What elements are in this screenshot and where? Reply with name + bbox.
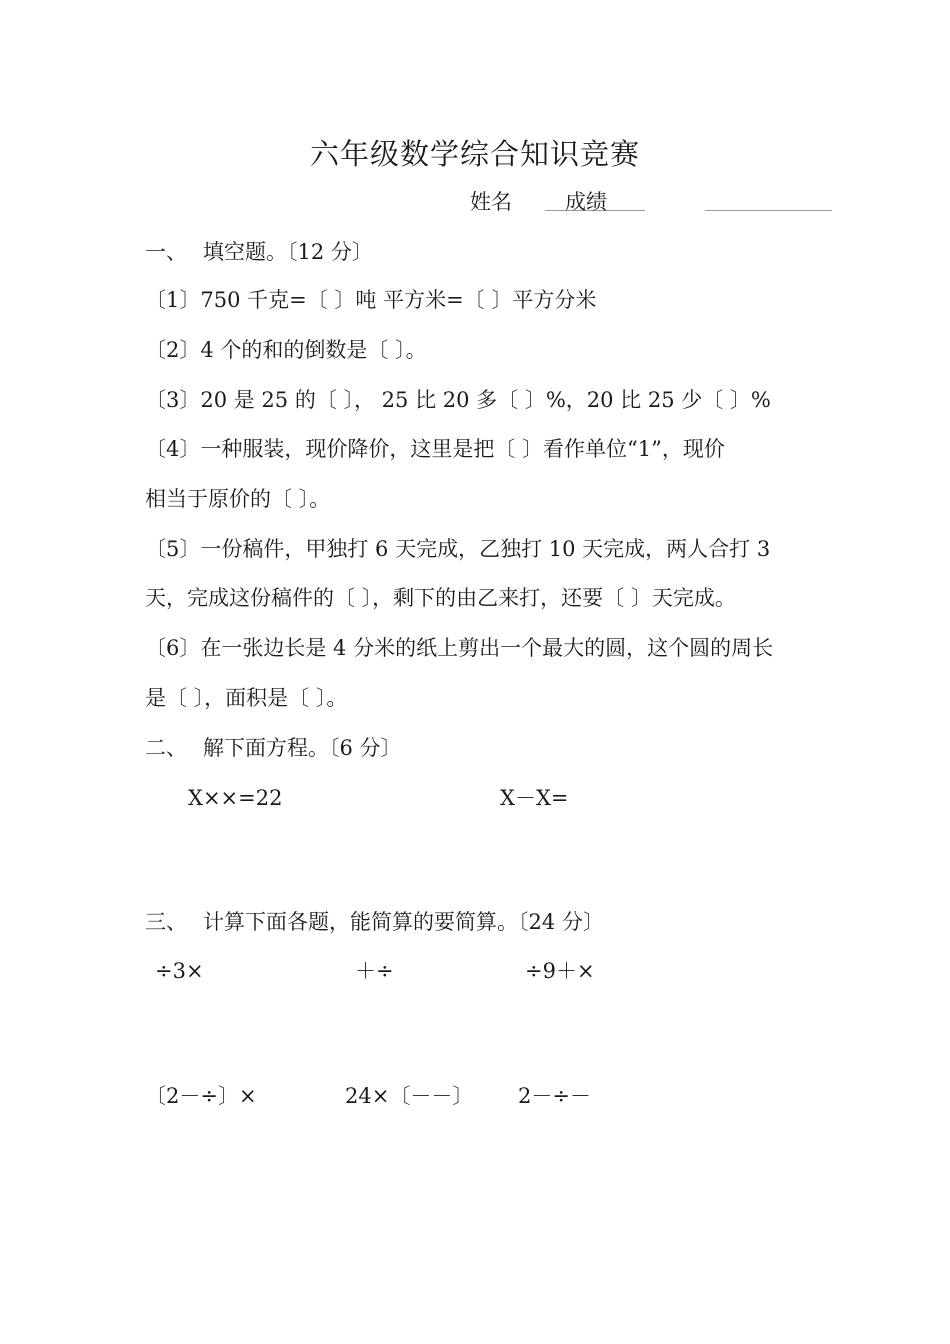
calc-3: ÷9＋×: [525, 959, 595, 983]
section3-number: 三、: [145, 910, 187, 934]
calc-5: 24×〔－－〕: [345, 1084, 474, 1108]
question-2: 〔2〕4 个的和的倒数是〔 〕。: [145, 338, 427, 362]
score-underline: [705, 210, 832, 211]
equation-1: X××=22: [188, 786, 283, 810]
section2-heading: [145, 732, 402, 762]
question-6-line1: 〔6〕在一张边长是 4 分米的纸上剪出一个最大的圆，这个圆的周长: [145, 636, 774, 660]
name-label: 姓名: [470, 190, 512, 214]
question-6-line2: 是〔 〕，面积是〔 〕。: [145, 686, 348, 710]
question-4-line1: 〔4〕一种服装，现价降价，这里是把〔 〕看作单位“1”，现价: [145, 437, 725, 461]
section3-title: 计算下面各题，能简算的要简算。〔24 分〕: [203, 910, 604, 934]
question-5-line1: 〔5〕一份稿件，甲独打 6 天完成，乙独打 10 天完成，两人合打 3: [145, 537, 771, 561]
question-4-line2: 相当于原价的〔 〕。: [145, 487, 331, 511]
section1-number: 一、: [145, 240, 187, 264]
calc-4: 〔2－÷〕×: [145, 1084, 257, 1108]
section1-title: 填空题。〔12 分〕: [203, 240, 373, 264]
score-label: 成绩: [565, 190, 607, 214]
question-5-line2: 天，完成这份稿件的〔 〕，剩下的由乙来打，还要〔 〕天完成。: [145, 586, 736, 610]
equation-2: X－X=: [500, 786, 569, 810]
section3-heading: [145, 906, 604, 936]
section2-number: 二、: [145, 736, 187, 760]
question-3: 〔3〕20 是 25 的〔 〕， 25 比 20 多〔 〕%，20 比 25 少〔 〕%: [145, 388, 771, 412]
calc-2: ＋÷: [355, 959, 394, 983]
calc-1: ÷3×: [155, 959, 204, 983]
calc-6: 2－÷－: [518, 1084, 591, 1108]
section1-heading: [145, 236, 373, 266]
question-1: 〔1〕750 千克=〔 〕吨 平方米=〔 〕平方分米: [145, 288, 597, 312]
section2-title: 解下面方程。〔6 分〕: [203, 736, 402, 760]
page-title: 六年级数学综合知识竞赛: [309, 137, 640, 171]
